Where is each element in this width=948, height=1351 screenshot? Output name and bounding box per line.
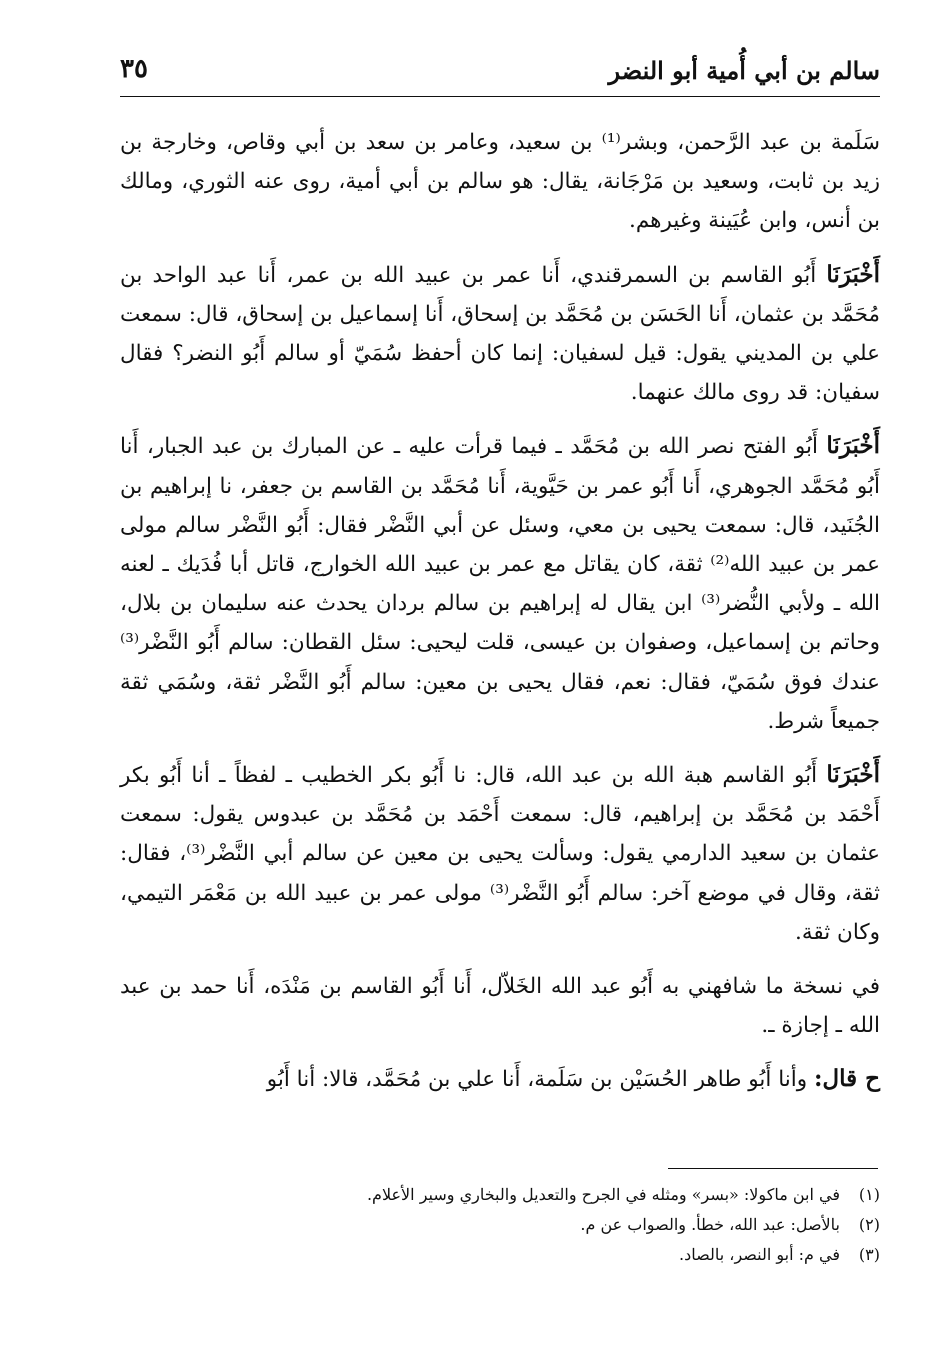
paragraph-text: سَلَمة بن عبد الرَّحمن، وبشر⁽¹⁾ بن سعيد، وعامر بن سعد بن أبي وقاص، وخارجة بن زيد بن ثابت، وسعيد بن مَرْجَانة، يقال: هو سالم بن أبي أمية، روى عنه الثوري، ومالك بن أنس، وابن عُيَينة وغيرهم.: [120, 130, 880, 234]
paragraph-3: [120, 426, 880, 741]
main-text: [120, 122, 880, 1114]
footnote-2: [120, 1210, 880, 1240]
footnote-number: (١): [858, 1185, 880, 1204]
paragraph-5: [120, 966, 880, 1045]
paragraph-4: [120, 755, 880, 952]
paragraph-text: أَبُو القاسم هبة الله بن عبد الله، قال: نا أَبُو بكر الخطيب ـ لفظاً ـ أنا أَبُو بكر أَحْمَد بن مُحَمَّد بن إبراهيم، قال: سمعت أَحْمَد بن مُحَمَّد بن عبدوس يقول: سمعت عثمان بن سعيد الدارمي يقول: وسألت يحيى بن معين عن سالم أبي النَّضْر⁽³⁾، فقال: ثقة، وقال في موضع آخر: سالم أَبُو النَّضْر⁽³⁾ مولى عمر بن عبيد الله بن مَعْمَر التيمي، وكان ثقة.: [120, 763, 881, 945]
running-header: [120, 52, 880, 96]
footnote-rule: [668, 1168, 878, 1169]
footnote-number: (٣): [858, 1245, 880, 1264]
footnote-number: (٢): [858, 1215, 880, 1234]
paragraph-2: [120, 255, 880, 413]
footnote-1: [120, 1180, 880, 1210]
paragraph-text: أَبُو الفتح نصر الله بن مُحَمَّد ـ فيما قرأت عليه ـ عن المبارك بن عبد الجبار، أَنا أَبُو مُحَمَّد الجوهري، أَنا أَبُو عمر بن حَيَّوية، أَنا مُحَمَّد بن القاسم بن جعفر، نا إبراهيم بن الجُنَيد، قال: سمعت يحيى بن معي، وسئل عن أبي النَّضْر فقال: أَبُو النَّضْر سالم مولى عمر بن عبيد الله⁽²⁾ ثقة، كان يقاتل مع عمر بن عبيد الله الخوارج، قاتل أبا فُدَيك ـ لعنه الله ـ ولأبي النُّضر⁽³⁾ ابن يقال له إبراهيم بن سالم بردان يحدث عنه سليمان بن بلال، وحاتم بن إسماعيل، وصفوان بن عيسى، قلت ليحيى: سئل القطان: سالم أَبُو النَّضْر⁽³⁾ عندك فوق سُمَيّ، فقال: نعم، فقال يحيى بن معين: سالم أَبُو النَّضْر ثقة، وسُمَي ثقة جميعاً شرط.: [120, 434, 880, 734]
header-rule: [120, 96, 880, 97]
footnote-text: بالأصل: عبد الله، خطأ. والصواب عن م.: [580, 1215, 840, 1234]
paragraph-lead: أَخْبَرَنَا: [826, 761, 880, 789]
paragraph-6: [120, 1059, 880, 1099]
paragraph-text: في نسخة ما شافهني به أَبُو عبد الله الخَلاّل، أَنا أَبُو القاسم بن مَنْدَه، أَنا حمد بن عبد الله ـ إجازة ـ.: [120, 974, 880, 1039]
paragraph-lead: أَخْبَرَنَا: [826, 260, 880, 288]
paragraph-lead: ح قال:: [813, 1065, 880, 1093]
paragraph-text: أَبُو القاسم بن السمرقندي، أَنا عمر بن عبيد الله بن عمر، أَنا عبد الواحد بن مُحَمَّد بن عثمان، أَنا الحَسَن بن مُحَمَّد بن إسحاق، أَنا إسماعيل بن إسحاق، قال: سمعت علي بن المديني يقول: قيل لسفيان: إنما كان أحفظ سُمَيّ أو سالم أَبُو النضر؟ فقال سفيان: قد روى مالك عنهما.: [120, 262, 880, 406]
paragraph-1: [120, 122, 880, 241]
page-number: ٣٥: [120, 54, 148, 84]
paragraph-text: وأنا أَبُو طاهر الحُسَيْن بن سَلَمة، أَنا علي بن مُحَمَّد، قالا: أنا أَبُو: [266, 1067, 814, 1093]
footnote-3: [120, 1240, 880, 1270]
paragraph-lead: أَخْبَرَنَا: [826, 432, 880, 460]
footnote-text: في م: أبو النصر، بالصاد.: [679, 1245, 840, 1264]
running-title: سالم بن أبي أُمية أبو النضر: [608, 56, 880, 85]
footnotes: [120, 1180, 880, 1270]
footnote-text: في ابن ماكولا: «بسر» ومثله في الجرح والتعديل والبخاري وسير الأعلام.: [366, 1185, 840, 1204]
